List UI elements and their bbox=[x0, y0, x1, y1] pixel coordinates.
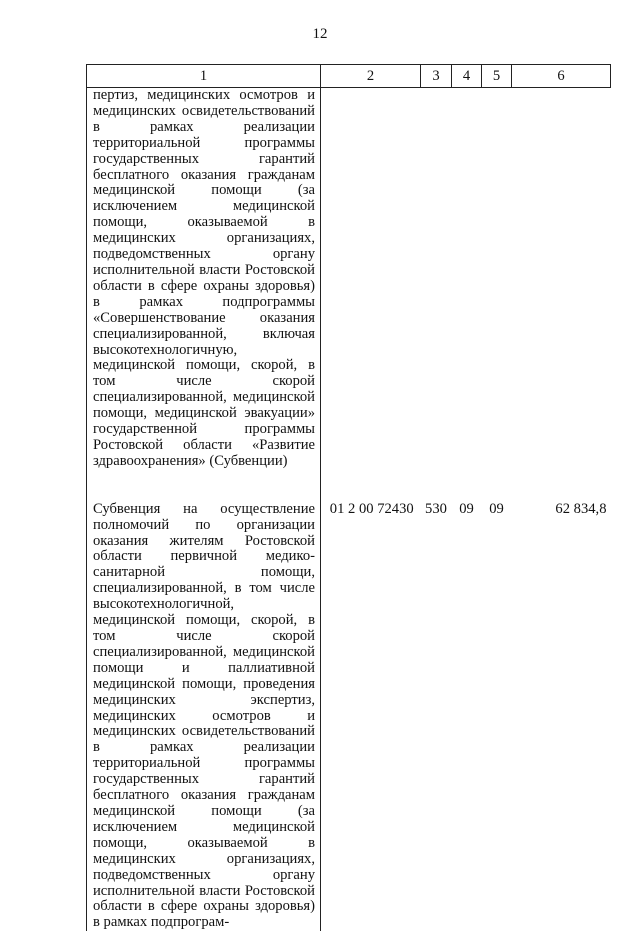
header-col-6: 6 bbox=[512, 65, 611, 88]
header-col-2: 2 bbox=[321, 65, 421, 88]
header-col-1: 1 bbox=[87, 65, 321, 88]
row-amount bbox=[512, 88, 611, 500]
table-header bbox=[87, 65, 611, 88]
row-description: Субвенция на осуществление полномочий по организации оказания жителям Ростовской области первичной медико-санитарной помощи, специализированной, в том числе высокотехнологичной, медицинской помощи, скорой, в том числе скорой специализированной, медицинской помощи и паллиативной медицинской помощи, проведения медицинских экспертиз, медицинских осмотров и медицинских освидетельствований в рамках реализации территориальной программы государственных гарантий бесплатного оказания гражданам медицинской помощи (за исключением медицинской помощи, оказываемой в медицинских организациях, подведомственных органу исполнительной власти Ростовской области в сфере охраны здоровья) в рамках подпрограм- bbox=[87, 500, 321, 931]
header-col-3: 3 bbox=[421, 65, 452, 88]
row-rz: 09 bbox=[459, 500, 474, 517]
row-code bbox=[321, 88, 421, 500]
row-rz bbox=[452, 88, 482, 500]
table-row bbox=[87, 88, 611, 500]
row-vr: 530 bbox=[425, 500, 447, 517]
header-col-4: 4 bbox=[452, 65, 482, 88]
page-number: 12 bbox=[312, 26, 328, 42]
header-col-5: 5 bbox=[482, 65, 512, 88]
row-amount: 62 834,8 bbox=[555, 500, 607, 517]
row-description: пертиз, медицинских осмотров и медицинских освидетельствований в рамках реализации территориальной программы государственных гарантий бесплатного оказания гражданам медицинской помощи (за исключением медицинской помощи, оказываемой в медицинских организациях, подведомственных органу исполнительной власти Ростовской области в сфере охраны здоровья) в рамках подпрограммы «Совершенствование оказания специализированной, включая высокотехнологичную, медицинской помощи, скорой, в том числе скорой специализированной, медицинской помощи, медицинской эвакуации» государственной программы Ростовской области «Развитие здравоохранения» (Субвенции) bbox=[87, 88, 321, 500]
table-row bbox=[87, 500, 611, 931]
row-code: 01 2 00 72430 bbox=[329, 500, 414, 517]
row-vr bbox=[421, 88, 452, 500]
row-pr bbox=[482, 88, 512, 500]
row-pr: 09 bbox=[489, 500, 504, 517]
budget-table bbox=[86, 64, 611, 931]
